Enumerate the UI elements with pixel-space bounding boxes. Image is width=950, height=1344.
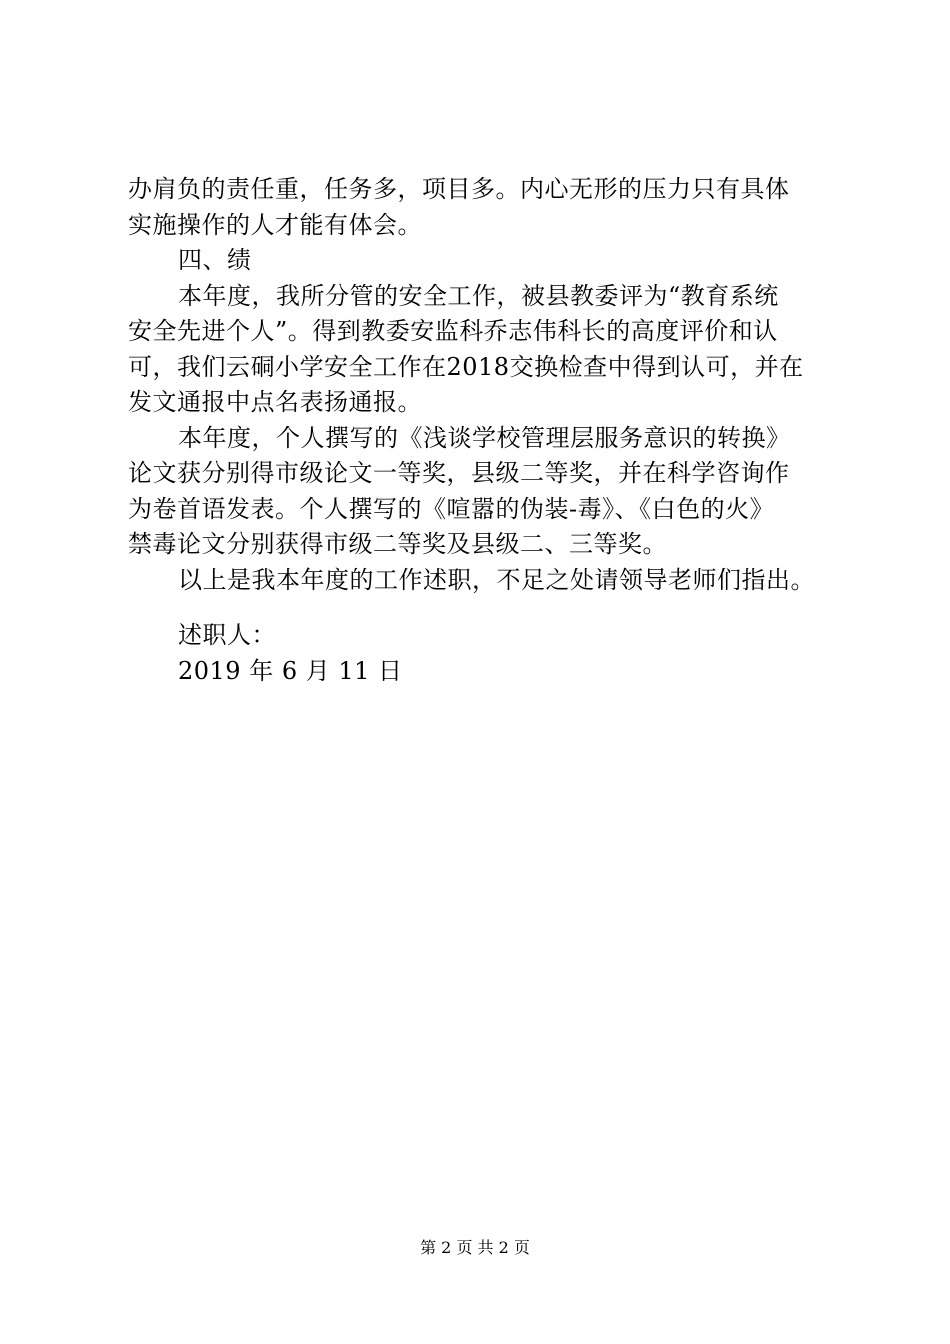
paragraph-line: 本年度，个人撰写的《浅谈学校管理层服务意识的转换》 — [178, 423, 791, 452]
document-body — [128, 172, 848, 689]
page-footer: 第 2 页 共 2 页 — [420, 1238, 530, 1257]
document-date: 2019 年 6 月 11 日 — [178, 656, 403, 685]
closing-line: 以上是我本年度的工作述职，不足之处请领导老师们指出。 — [178, 565, 815, 594]
paragraph-line: 可，我们云硐小学安全工作在2018交换检查中得到认可，并在 — [128, 352, 804, 381]
paragraph-gap — [128, 598, 848, 618]
section-heading: 四、绩 — [178, 246, 252, 274]
paragraph-line: 论文获分别得市级论文一等奖，县级二等奖，并在科学咨询作 — [128, 459, 790, 487]
paragraph-line: 安全先进个人”。得到教委安监科乔志伟科长的高度评价和认 — [128, 317, 778, 345]
paragraph-line: 实施操作的人才能有体会。 — [128, 210, 422, 239]
paragraph-line: 发文通报中点名表扬通报。 — [128, 388, 422, 416]
signature-label: 述职人： — [178, 621, 276, 649]
paragraph-line: 办肩负的责任重，任务多，项目多。内心无形的压力只有具体 — [128, 175, 790, 203]
paragraph-line: 禁毒论文分别获得市级二等奖及县级二、三等奖。 — [128, 530, 667, 558]
paragraph-line: 本年度，我所分管的安全工作，被县教委评为“教育系统 — [178, 281, 779, 310]
paragraph-line: 为卷首语发表。个人撰写的《喧嚣的伪装-毒》、《白色的火》 — [128, 494, 775, 523]
